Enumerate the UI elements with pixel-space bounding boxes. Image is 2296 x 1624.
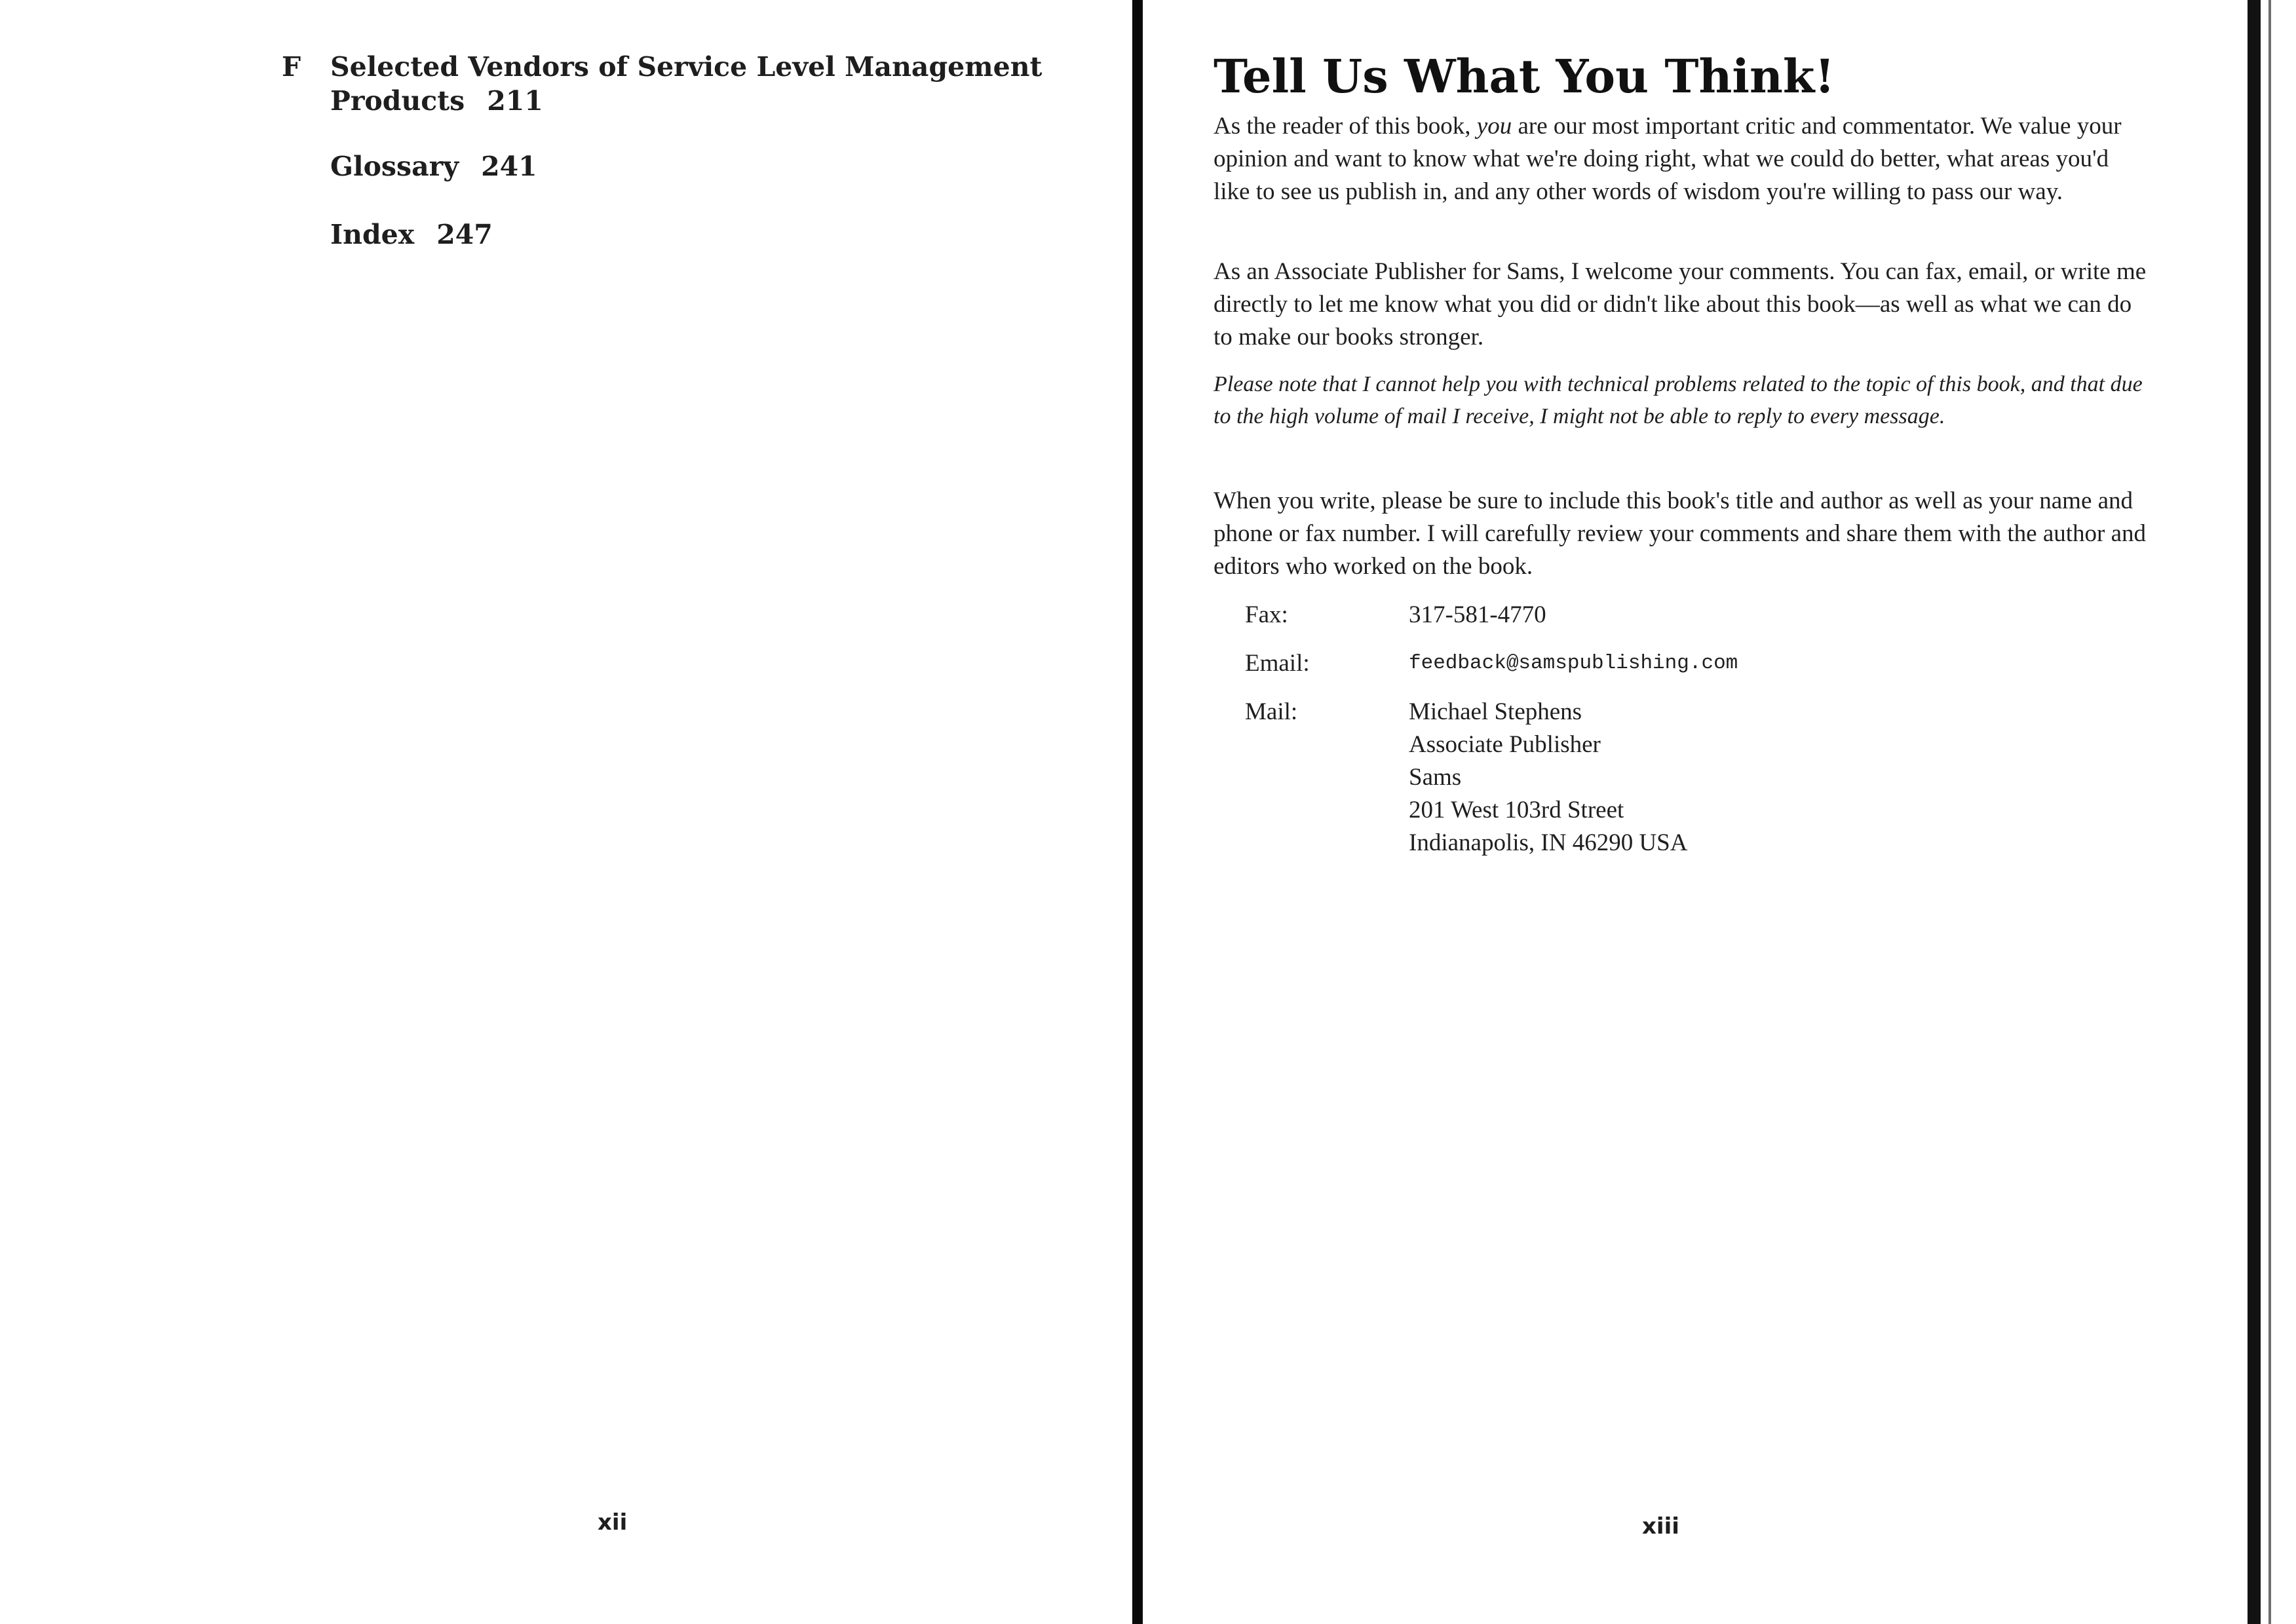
disclaimer-paragraph: Please note that I cannot help you with technical problems related to the topic of this book, and that due to the high volume of mail I receive, I might not be able to reply to every message.: [1214, 372, 2143, 428]
email-address: feedback@samspublishing.com: [1409, 652, 1738, 675]
toc-entry-title: Glossary: [330, 151, 459, 182]
toc-appendix-letter: F: [282, 51, 301, 83]
page-title: Tell Us What You Think!: [1214, 49, 1835, 104]
toc-entry-page: 241: [481, 151, 537, 182]
publisher-paragraph: As an Associate Publisher for Sams, I welcome your comments. You can fax, email, or write me directly to let me know what you did or didn't like about this book—as well as what we can do to make our books stronger.: [1214, 258, 2147, 350]
intro-paragraph: [1214, 110, 2151, 208]
instructions-paragraph: When you write, please be sure to include this book's title and author as well as your name and phone or fax number. I will carefully review your comments and share them with the author and editors who worked on the book.: [1214, 487, 2147, 580]
page-number-left: xii: [598, 1509, 628, 1536]
email-label: Email:: [1245, 650, 1310, 677]
mail-address-line: Indianapolis, IN 46290 USA: [1409, 829, 1688, 856]
toc-entry-title: Index: [330, 219, 415, 250]
toc-entry-index: [330, 217, 493, 252]
fax-label: Fax:: [1245, 601, 1288, 628]
toc-entry-glossary: [330, 149, 537, 183]
toc-entry-page: 211: [487, 85, 543, 117]
mail-address-line: Michael Stephens: [1409, 698, 1582, 725]
page-number-right: xiii: [1642, 1513, 1679, 1539]
right-page: [1140, 0, 2296, 1624]
mail-label: Mail:: [1245, 698, 1298, 725]
mail-address-line: 201 West 103rd Street: [1409, 797, 1624, 823]
mail-address-line: Sams: [1409, 764, 1462, 791]
intro-rest: are our most important critic and commentator. We value your opinion and want to know what we're doing right, what we could do better, what areas you'd like to see us publish in, and any other words of wisdom you're willing to pass our way.: [1214, 113, 2122, 205]
fax-number: 317-581-4770: [1409, 601, 1546, 628]
mail-address-line: Associate Publisher: [1409, 731, 1601, 758]
intro-lead: As the reader of this book,: [1214, 113, 1477, 140]
left-page: [0, 0, 1132, 1624]
toc-entry-appendix-f: [330, 50, 1051, 118]
toc-entry-title: Selected Vendors of Service Level Management Products: [330, 51, 1043, 117]
intro-emphasis: you: [1476, 113, 1512, 140]
mailing-address: [1409, 696, 1687, 859]
toc-entry-page: 247: [436, 219, 493, 250]
